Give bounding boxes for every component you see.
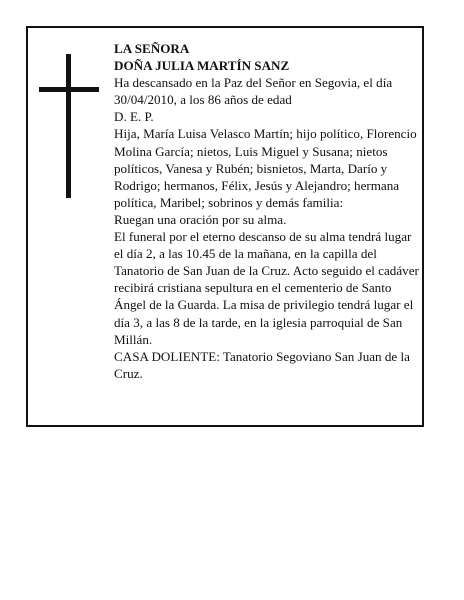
casa-doliente: CASA DOLIENTE: Tanatorio Segoviano San Juan de la Cruz. [114, 348, 410, 381]
notice-text [114, 40, 420, 382]
notice-title: LA SEÑORA [114, 41, 190, 56]
deceased-name: DOÑA JULIA MARTÍN SANZ [114, 58, 290, 74]
obituary-notice [26, 26, 424, 427]
cross-vertical-bar [66, 54, 71, 198]
family-list: Hija, María Luisa Velasco Martín; hijo político, Florencio Molina García; nietos, Luis Miguel y Susana; nietos políticos, Vanesa y Rubén; bisnietos, Marta, Darío y Rodrigo; hermanos, Félix, Jesús y Alejandro; hermana política, Maribel; sobrinos y demás familia: [114, 126, 417, 210]
cross-horizontal-bar [39, 87, 99, 92]
dep-line: D. E. P. [114, 109, 154, 125]
prayer-request: Ruegan una oración por su alma. [114, 211, 287, 227]
cross-icon [39, 54, 99, 198]
funeral-details: El funeral por el eterno descanso de su alma tendrá lugar el día 2, a las 10.45 de la mañana, en la capilla del Tanatorio de San Juan de la Cruz. Acto seguido el cadáver recibirá cristiana sepultura en el cementerio de Santo Ángel de la Guarda. La misa de privilegio tendrá lugar el día 3, a las 8 de la tarde, en la iglesia parroquial de San Millán. [114, 229, 419, 347]
death-statement: Ha descansado en la Paz del Señor en Segovia, el día 30/04/2010, a los 86 años de edad [114, 75, 393, 108]
